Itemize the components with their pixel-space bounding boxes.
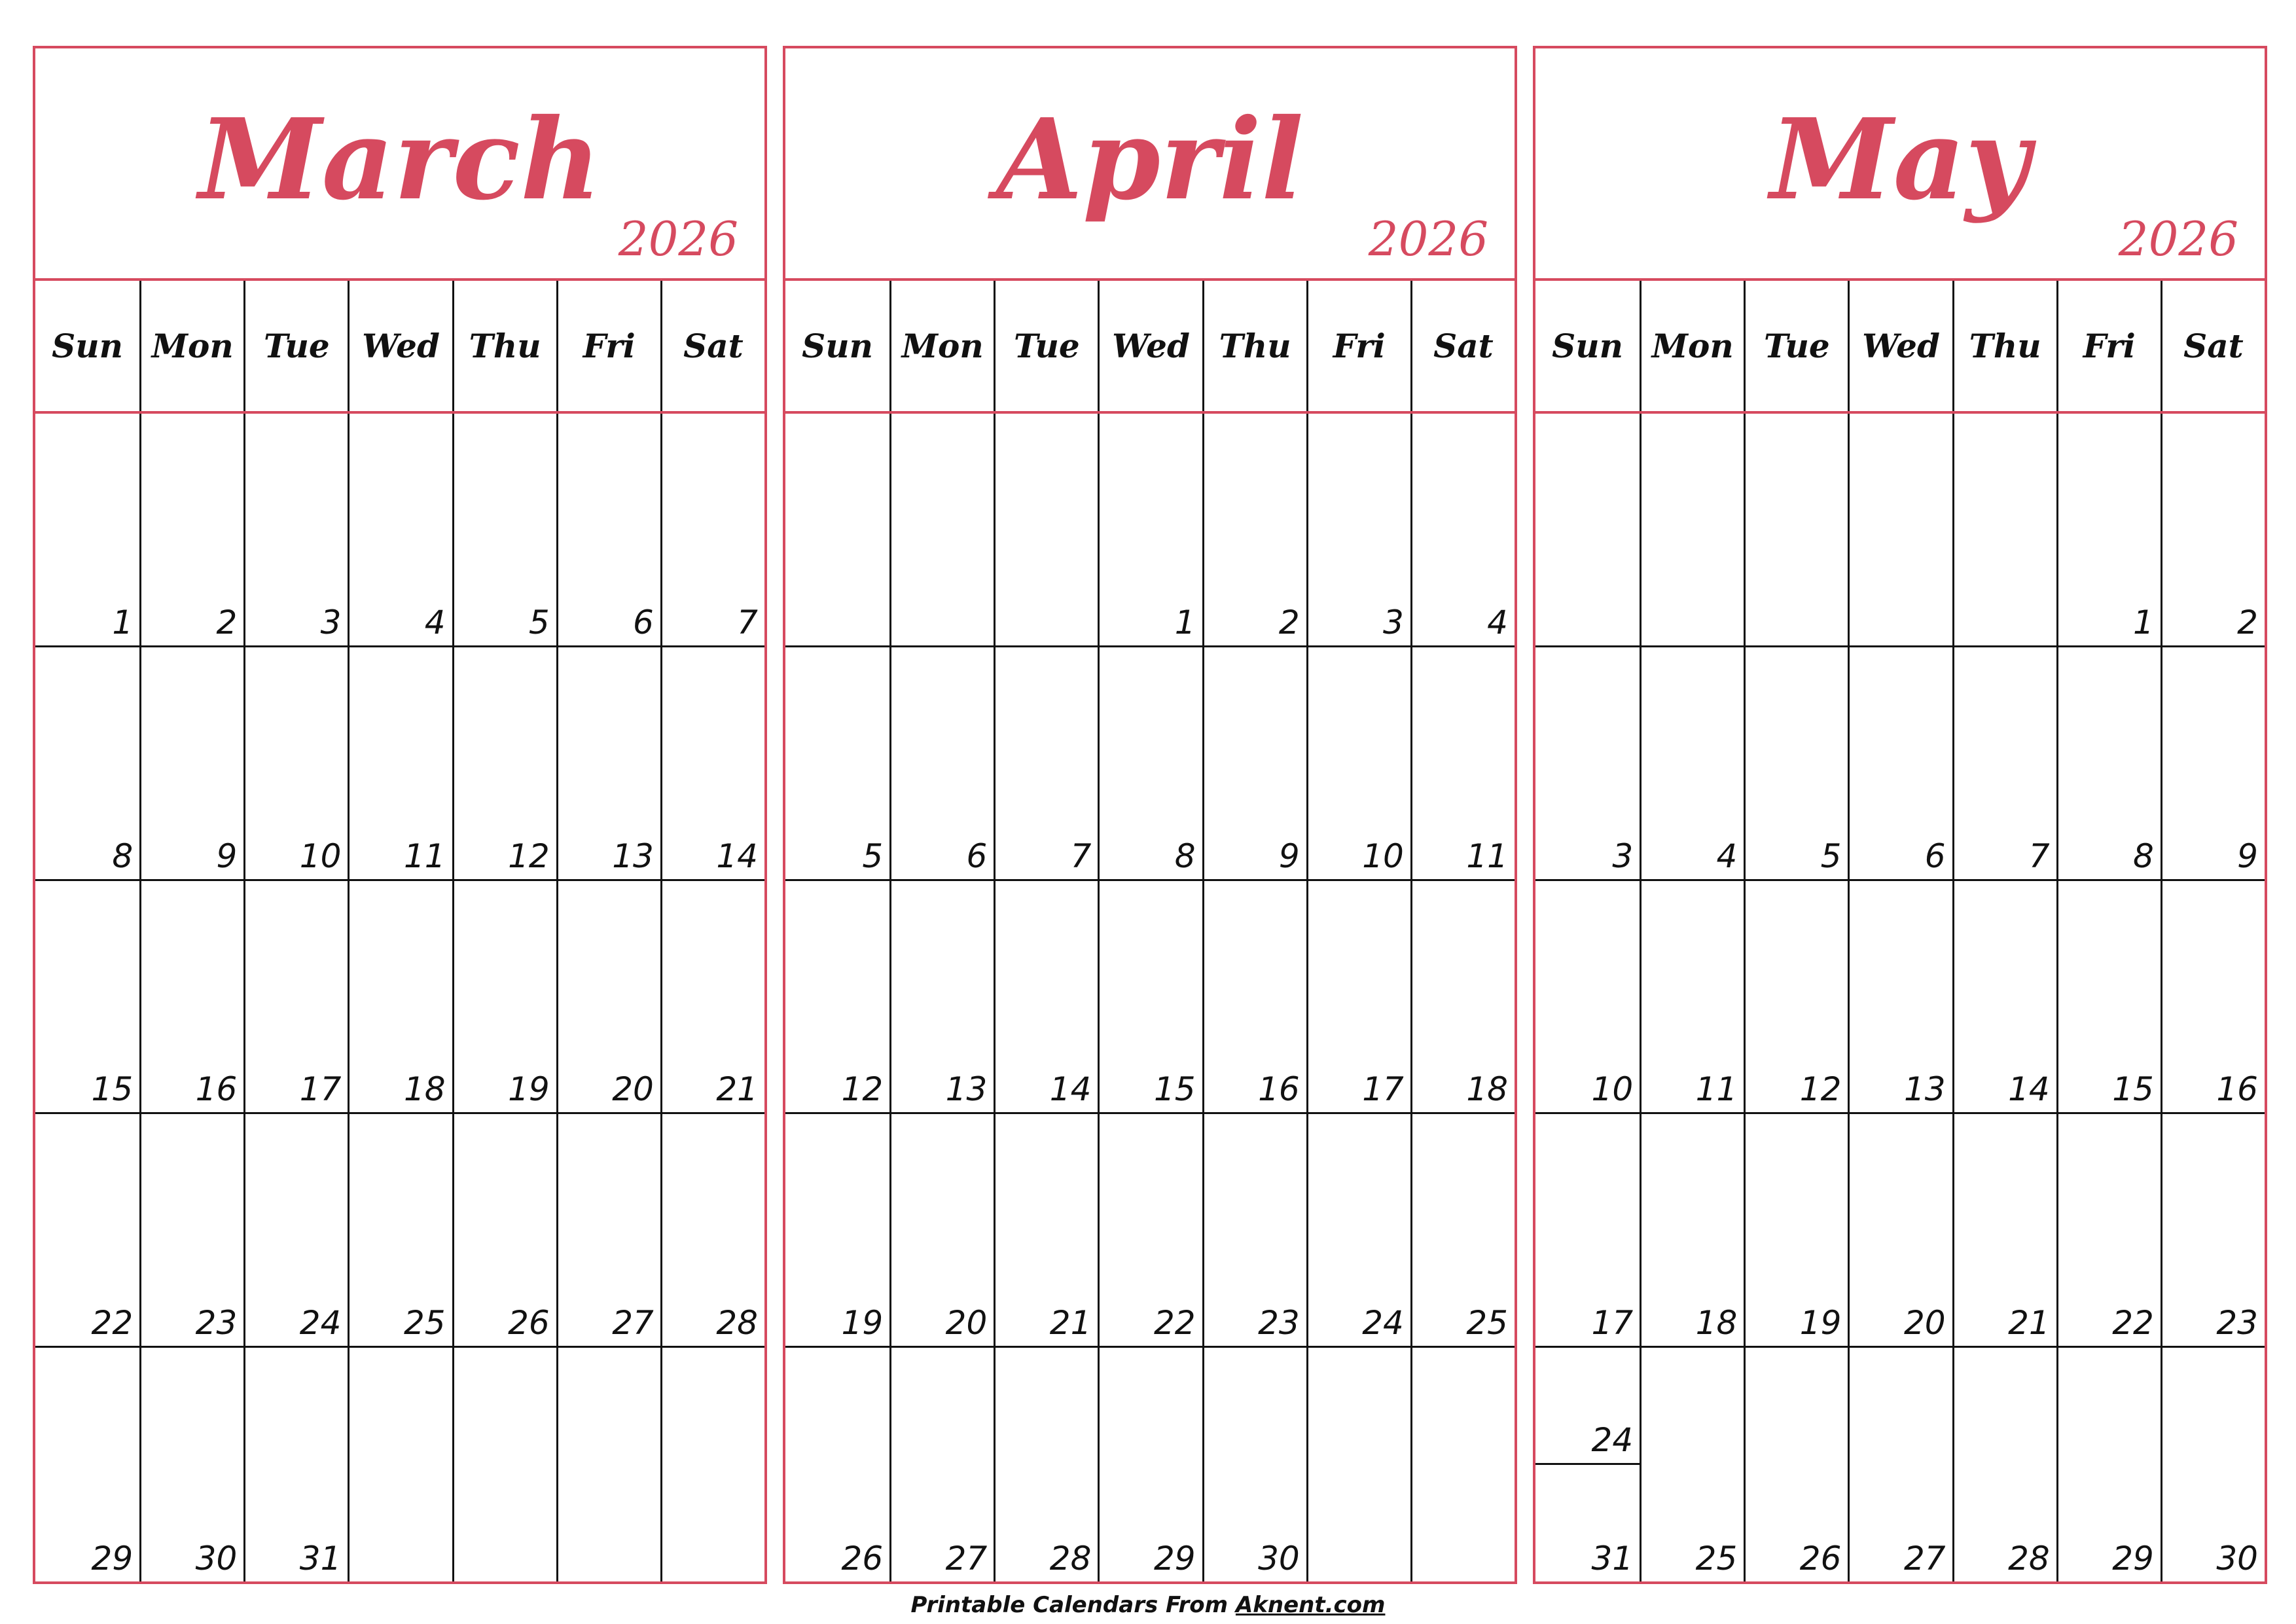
day-cell (1640, 414, 1744, 647)
month-header (785, 48, 1515, 281)
day-number: 23 (195, 1304, 238, 1343)
month-year: 2026 (618, 211, 738, 266)
weekday-thu: Thu (1952, 281, 2056, 411)
day-number: 6 (966, 837, 988, 875)
day-cell (556, 647, 660, 881)
weekday-sat: Sat (2161, 281, 2265, 411)
footer-link[interactable]: Aknent.com (1235, 1592, 1386, 1618)
day-cell (1306, 881, 1410, 1115)
weekday-sat: Sat (660, 281, 764, 411)
day-cell (243, 881, 348, 1115)
day-cell (2056, 414, 2161, 647)
weekday-fri: Fri (556, 281, 660, 411)
day-number: 5 (528, 603, 550, 641)
day-cell (348, 647, 452, 881)
day-cell (1952, 1114, 2056, 1348)
day-cell (2056, 1348, 2161, 1581)
day-cell (1535, 647, 1640, 881)
day-number: 25 (1695, 1539, 1738, 1578)
month-year: 2026 (1368, 211, 1488, 266)
month-header (35, 48, 764, 281)
footer-text: Printable Calendars From (910, 1592, 1236, 1618)
day-number: 30 (2216, 1539, 2258, 1578)
day-cell (139, 647, 243, 881)
day-cell (994, 1114, 1098, 1348)
weekday-fri: Fri (2056, 281, 2161, 411)
day-cell (994, 881, 1098, 1115)
day-number: 9 (1278, 837, 1300, 875)
day-number: 28 (2008, 1539, 2050, 1578)
weekday-sun: Sun (802, 327, 873, 365)
day-cell (889, 647, 994, 881)
day-number: 20 (945, 1304, 988, 1343)
day-number: 12 (841, 1070, 884, 1109)
day-cell (348, 1348, 452, 1581)
day-cell (35, 881, 139, 1115)
day-number: 26 (841, 1539, 884, 1578)
month-header (1535, 48, 2265, 281)
day-cell (1306, 1114, 1410, 1348)
day-cell (660, 414, 764, 647)
day-number: 24 (1362, 1304, 1404, 1343)
weekday-wed: Wed (1098, 281, 1202, 411)
day-cell (452, 647, 556, 881)
weekday-header-row (785, 281, 1515, 414)
day-number: 22 (2112, 1304, 2154, 1343)
day-number: 31 (299, 1539, 342, 1578)
day-number: 8 (2133, 837, 2154, 875)
day-number: 8 (112, 837, 134, 875)
day-cell (1640, 1348, 1744, 1581)
weekday-tue: Tue (1744, 281, 1848, 411)
day-cell (1744, 1114, 1848, 1348)
day-cell (1535, 1348, 1640, 1581)
day-cell (1848, 881, 1952, 1115)
day-number: 18 (1466, 1070, 1508, 1109)
day-cell (785, 881, 889, 1115)
day-cell (452, 1348, 556, 1581)
day-cell (1410, 414, 1515, 647)
day-cell (1535, 1114, 1640, 1348)
day-number: 7 (2028, 837, 2050, 875)
day-cell (1744, 1348, 1848, 1581)
weekday-wed: Wed (1848, 281, 1952, 411)
weekday-mon: Mon (1640, 281, 1744, 411)
day-cell (452, 414, 556, 647)
day-number: 1 (2133, 603, 2154, 641)
day-number: 28 (1049, 1539, 1092, 1578)
day-cell (1098, 647, 1202, 881)
day-cell (1744, 647, 1848, 881)
day-cell (1535, 881, 1640, 1115)
day-cell (1952, 1348, 2056, 1581)
day-number: 20 (1903, 1304, 1946, 1343)
day-number: 17 (1591, 1304, 1634, 1343)
weekday-thu: Thu (1202, 281, 1306, 411)
day-cell (660, 1114, 764, 1348)
day-cell (1848, 1114, 1952, 1348)
weekday-tue: Tue (243, 281, 348, 411)
day-cell (1098, 414, 1202, 647)
day-cell (1202, 1114, 1306, 1348)
day-cell (1410, 1348, 1515, 1581)
day-cell (243, 1348, 348, 1581)
day-cell (1848, 1348, 1952, 1581)
day-number: 31 (1591, 1539, 1634, 1578)
day-number: 18 (1695, 1304, 1738, 1343)
day-number: 15 (1153, 1070, 1196, 1109)
weekday-tue: Tue (994, 281, 1098, 411)
day-cell (2161, 414, 2265, 647)
day-cell (660, 647, 764, 881)
day-grid (785, 414, 1515, 1581)
day-cell (139, 1348, 243, 1581)
day-number: 7 (1070, 837, 1092, 875)
day-cell (1535, 414, 1640, 647)
day-number: 18 (403, 1070, 446, 1109)
day-number: 14 (1049, 1070, 1092, 1109)
day-cell (660, 881, 764, 1115)
day-cell (1952, 647, 2056, 881)
day-number: 10 (1362, 837, 1404, 875)
weekday-fri: Fri (1306, 281, 1410, 411)
day-number: 19 (1799, 1304, 1842, 1343)
day-cell (785, 1114, 889, 1348)
day-number: 2 (1278, 603, 1300, 641)
day-cell (1410, 881, 1515, 1115)
day-cell (1098, 881, 1202, 1115)
day-number: 10 (299, 837, 342, 875)
day-number: 21 (2008, 1304, 2050, 1343)
day-cell (1306, 414, 1410, 647)
day-number: 15 (91, 1070, 134, 1109)
day-number: 16 (195, 1070, 238, 1109)
month-panel-april (783, 46, 1517, 1584)
day-cell (785, 647, 889, 881)
day-number: 3 (320, 603, 342, 641)
day-cell (994, 647, 1098, 881)
day-number: 23 (2216, 1304, 2258, 1343)
day-cell (1952, 881, 2056, 1115)
day-number: 22 (1153, 1304, 1196, 1343)
day-number: 4 (1716, 837, 1738, 875)
day-cell (1410, 647, 1515, 881)
day-number: 17 (299, 1070, 342, 1109)
day-number: 24 (1591, 1420, 1634, 1459)
day-cell (2161, 881, 2265, 1115)
day-number: 22 (91, 1304, 134, 1343)
stacked-day-cell (1535, 1348, 1640, 1464)
day-cell (35, 647, 139, 881)
day-cell (243, 647, 348, 881)
day-number: 15 (2112, 1070, 2154, 1109)
day-grid (35, 414, 764, 1581)
weekday-sun: Sun (52, 327, 123, 365)
day-cell (348, 1114, 452, 1348)
month-name: May (1770, 94, 2030, 225)
month-panel-may (1533, 46, 2267, 1584)
day-number: 3 (1612, 837, 1634, 875)
day-number: 21 (716, 1070, 758, 1109)
day-cell (1202, 881, 1306, 1115)
day-cell (35, 414, 139, 647)
day-number: 16 (1258, 1070, 1300, 1109)
day-cell (1410, 1114, 1515, 1348)
day-cell (1640, 881, 1744, 1115)
day-cell (556, 881, 660, 1115)
day-cell (556, 1348, 660, 1581)
day-number: 28 (716, 1304, 758, 1343)
day-cell (1306, 1348, 1410, 1581)
day-cell (1848, 647, 1952, 881)
weekday-sat: Sat (1410, 281, 1515, 411)
day-cell (660, 1348, 764, 1581)
day-number: 5 (862, 837, 884, 875)
day-number: 23 (1258, 1304, 1300, 1343)
day-cell (1202, 1348, 1306, 1581)
day-number: 8 (1174, 837, 1196, 875)
day-number: 26 (508, 1304, 550, 1343)
day-number: 29 (2112, 1539, 2154, 1578)
day-number: 5 (1820, 837, 1842, 875)
day-cell (556, 1114, 660, 1348)
weekday-header-row (35, 281, 764, 414)
day-number: 26 (1799, 1539, 1842, 1578)
day-cell (2161, 1114, 2265, 1348)
day-cell (1098, 1114, 1202, 1348)
weekday-thu: Thu (452, 281, 556, 411)
day-cell (889, 1114, 994, 1348)
day-cell (35, 1348, 139, 1581)
weekday-sun: Sun (1552, 327, 1623, 365)
day-cell (139, 414, 243, 647)
day-cell (785, 1348, 889, 1581)
day-number: 2 (2237, 603, 2258, 641)
weekday-header-row (1535, 281, 2265, 414)
day-cell (452, 1114, 556, 1348)
day-number: 16 (2216, 1070, 2258, 1109)
day-number: 14 (2008, 1070, 2050, 1109)
day-cell (2056, 881, 2161, 1115)
month-year: 2026 (2118, 211, 2238, 266)
day-number: 4 (424, 603, 446, 641)
day-cell (556, 414, 660, 647)
day-number: 10 (1591, 1070, 1634, 1109)
day-number: 29 (91, 1539, 134, 1578)
day-cell (1640, 647, 1744, 881)
day-number: 13 (1903, 1070, 1946, 1109)
day-cell (139, 881, 243, 1115)
day-cell (1202, 647, 1306, 881)
day-cell (452, 881, 556, 1115)
day-cell (1744, 414, 1848, 647)
month-name: March (198, 94, 601, 225)
day-cell (2161, 647, 2265, 881)
day-cell (994, 1348, 1098, 1581)
weekday-wed: Wed (348, 281, 452, 411)
day-number: 19 (841, 1304, 884, 1343)
day-cell (2056, 1114, 2161, 1348)
day-number: 7 (737, 603, 758, 641)
day-cell (994, 414, 1098, 647)
day-number: 30 (195, 1539, 238, 1578)
day-cell (1640, 1114, 1744, 1348)
day-cell (2056, 647, 2161, 881)
day-number: 27 (612, 1304, 654, 1343)
day-number: 25 (403, 1304, 446, 1343)
day-number: 30 (1258, 1539, 1300, 1578)
day-number: 13 (612, 837, 654, 875)
day-cell (348, 881, 452, 1115)
footer-credit (0, 1592, 2296, 1618)
day-number: 9 (216, 837, 238, 875)
weekday-mon: Mon (889, 281, 994, 411)
day-cell (1202, 414, 1306, 647)
day-number: 11 (1466, 837, 1508, 875)
day-number: 4 (1487, 603, 1508, 641)
day-cell (785, 414, 889, 647)
day-number: 29 (1153, 1539, 1196, 1578)
day-cell (1098, 1348, 1202, 1581)
day-grid (1535, 414, 2265, 1581)
day-cell (1306, 647, 1410, 881)
day-number: 1 (1174, 603, 1196, 641)
day-number: 12 (1799, 1070, 1842, 1109)
day-number: 13 (945, 1070, 988, 1109)
day-cell (139, 1114, 243, 1348)
day-number: 24 (299, 1304, 342, 1343)
day-number: 21 (1049, 1304, 1092, 1343)
day-cell (889, 414, 994, 647)
day-number: 27 (945, 1539, 988, 1578)
day-cell (889, 881, 994, 1115)
day-cell (889, 1348, 994, 1581)
day-number: 20 (612, 1070, 654, 1109)
day-number: 11 (403, 837, 446, 875)
day-cell (1848, 414, 1952, 647)
day-number: 25 (1466, 1304, 1508, 1343)
day-cell (1744, 881, 1848, 1115)
day-number: 11 (1695, 1070, 1738, 1109)
day-cell (243, 414, 348, 647)
day-number: 2 (216, 603, 238, 641)
day-cell (243, 1114, 348, 1348)
day-number: 17 (1362, 1070, 1404, 1109)
day-number: 6 (1924, 837, 1946, 875)
day-number: 9 (2237, 837, 2258, 875)
weekday-mon: Mon (139, 281, 243, 411)
day-number: 3 (1383, 603, 1404, 641)
day-number: 6 (633, 603, 654, 641)
day-cell (1952, 414, 2056, 647)
month-panel-march (33, 46, 767, 1584)
day-cell (35, 1114, 139, 1348)
day-cell (348, 414, 452, 647)
day-number: 19 (508, 1070, 550, 1109)
day-number: 14 (716, 837, 758, 875)
day-number: 27 (1903, 1539, 1946, 1578)
day-cell (2161, 1348, 2265, 1581)
day-number: 1 (112, 603, 134, 641)
day-number: 12 (508, 837, 550, 875)
month-name: April (996, 94, 1304, 225)
